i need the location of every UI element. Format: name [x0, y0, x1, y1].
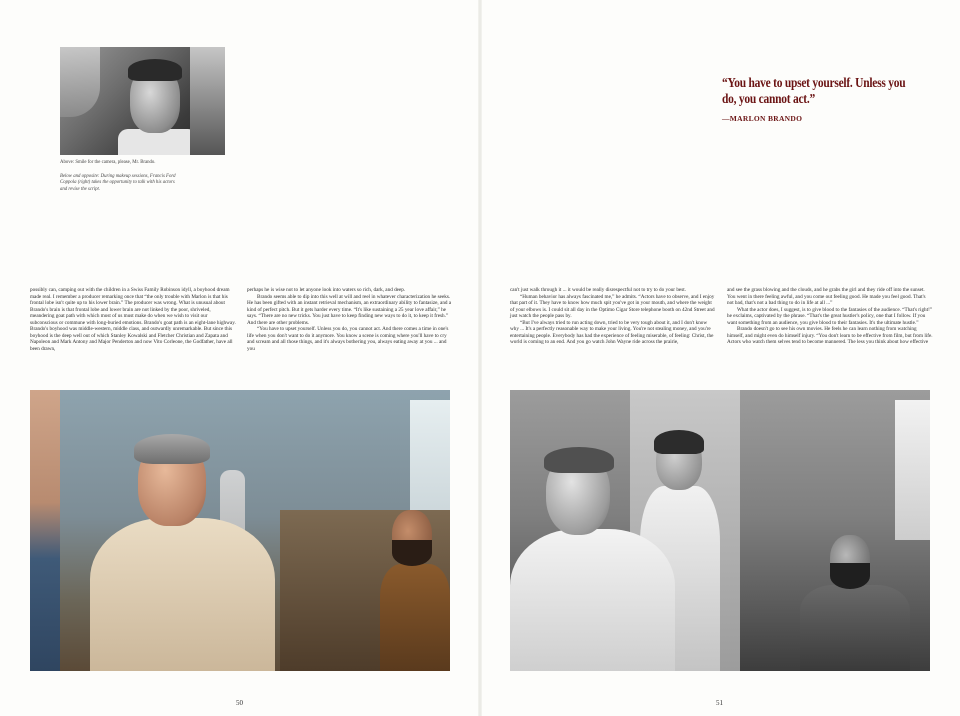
- paragraph: possibly can, camping out with the children in a Swiss Family Robinson idyll, a boyhood dream made real. I remember a producer remarking once that “the only trouble with Marlon is that his frontal lobe isn't quite up to his lower brain.” The producer was wrong. What is unusual about Brando's brain is that frontal lobe and lower brain are not linked by the poor, shriveled, meandering goat path with which most of us must make do when we wish to visit our subconscious or commune with long-buried emotions. Brando's goat path is an eight-lane highway. Brando's boyhood was middle-western, middle class, and outwardly unremarkable. But since this boyhood is the deep well out of which Stanley Kowalski and Fletcher Christian and Zapata and Napoleon and Mark Antony and Major Penderton and now Vito Corleone, the Godfather, have all been drawn,: [30, 287, 236, 352]
- text-column-3: [510, 287, 716, 346]
- makeup-portrait-photo: [60, 47, 225, 155]
- paragraph: Brando doesn't go to see his own movies. He feels he can learn nothing from watching himself, and might even do himself injury. “You don't learn to be effective from film, but from life. Actors who watch them selves tend to become mannered. The less you think about how effective: [727, 326, 933, 346]
- paragraph: What the actor does, I suggest, is to give blood to the fantasies of the audience. “That's right!” he exclaims, captivated by the phrase. “That's the great hustler's policy, one that I follow. If you want something from an audience, you give blood to their fantasies. It's the ultimate hustle.”: [727, 306, 933, 326]
- caption-above: Above: Smile for the camera, please, Mr. Brando.: [60, 160, 156, 165]
- coppola-body: [380, 564, 450, 671]
- page-number-right: 51: [716, 699, 723, 707]
- paragraph: Brando seems able to dip into this well at will and reel in whatever characterization he seeks. He has been gifted with an instant retrieval mechanism, an extraordinary ability to fantasize, and a kind of perfect pitch. But it gets harder every time. “It's like sustaining a 25 year love affair,” he says. “There are no new tricks. You just have to keep finding new ways to do it, to keep it fresh.” And there are other problems.: [247, 293, 452, 326]
- coppola-figure: [800, 535, 910, 671]
- makeup-artist-arm: [30, 390, 60, 671]
- photo-caption: [60, 160, 180, 193]
- brando-hair: [134, 434, 210, 464]
- paragraph: can't just walk through it ... it would be really disrespectful not to try to do your best.: [510, 287, 686, 293]
- paragraph: perhaps he is wise not to let anyone look into waters so rich, dark, and deep.: [247, 287, 406, 293]
- text-column-2: [247, 287, 453, 352]
- paragraph: “But I've always tried to run acting down, tried to be very tough about it, and I don't know why ... It's a perfectly reasonable way to make your living. You're not stealing money, and you're entertaining people. Everybody has had the experience of feeling miserable, of feeling: Christ, the world is coming to an end. And you go watch John Wayne ride across the prairie,: [510, 319, 714, 346]
- brando-hair: [128, 59, 182, 81]
- text-column-1: [30, 287, 236, 352]
- makeup-session-bw-photo: [510, 390, 930, 671]
- text-column-4: [727, 287, 933, 346]
- coppola-body: [800, 585, 910, 671]
- paragraph: and see the grass blowing and the clouds, and he grabs the girl and they ride off into the sunset. You went in there feeling awful, and you come out feeling good. He made you feel good. That's not bad, that's not a bad thing to do in life at all ...”: [727, 287, 926, 307]
- paragraph: “You have to upset yourself. Unless you do, you cannot act. And there comes a time in one's life when you don't want to do it anymore. You know a scene is coming where you'll have to cry and scream and all those things, and it's always bothering you, always eating away at you ... and you: [247, 326, 449, 352]
- coppola-figure: [380, 510, 450, 671]
- makeup-session-color-photo: [30, 390, 450, 671]
- page-number-left: 50: [236, 699, 243, 707]
- pull-quote: [722, 76, 912, 123]
- makeup-cape: [90, 518, 275, 671]
- window: [895, 400, 930, 540]
- brando-figure: [90, 430, 275, 671]
- brando-hair: [544, 447, 614, 473]
- makeup-artist-figure: [60, 47, 100, 117]
- brando-figure: [510, 445, 675, 671]
- quote-attribution: —MARLON BRANDO: [722, 114, 803, 123]
- coppola-beard: [392, 540, 432, 566]
- quote-text: “You have to upset yourself. Unless you do, you cannot act.”: [722, 76, 906, 107]
- book-gutter: [478, 0, 482, 716]
- coppola-beard: [830, 563, 870, 589]
- makeup-cape: [510, 529, 675, 671]
- paragraph: “Human behavior has always fascinated me,” he admits. “Actors have to observe, and I enjoy that part of it. They have to know how much spit you've got in your mouth, and where the weight of your elbows is. I could sit all day in the Optimo Cigar Store telephone booth on 42nd Street and just watch the people pass by.: [510, 293, 715, 320]
- caption-below: Below and opposite: During makeup sessions, Francis Ford Coppola (right) takes the opportunity to talk with his actors and revise the script.: [60, 174, 176, 192]
- assistant-figure: [190, 47, 225, 155]
